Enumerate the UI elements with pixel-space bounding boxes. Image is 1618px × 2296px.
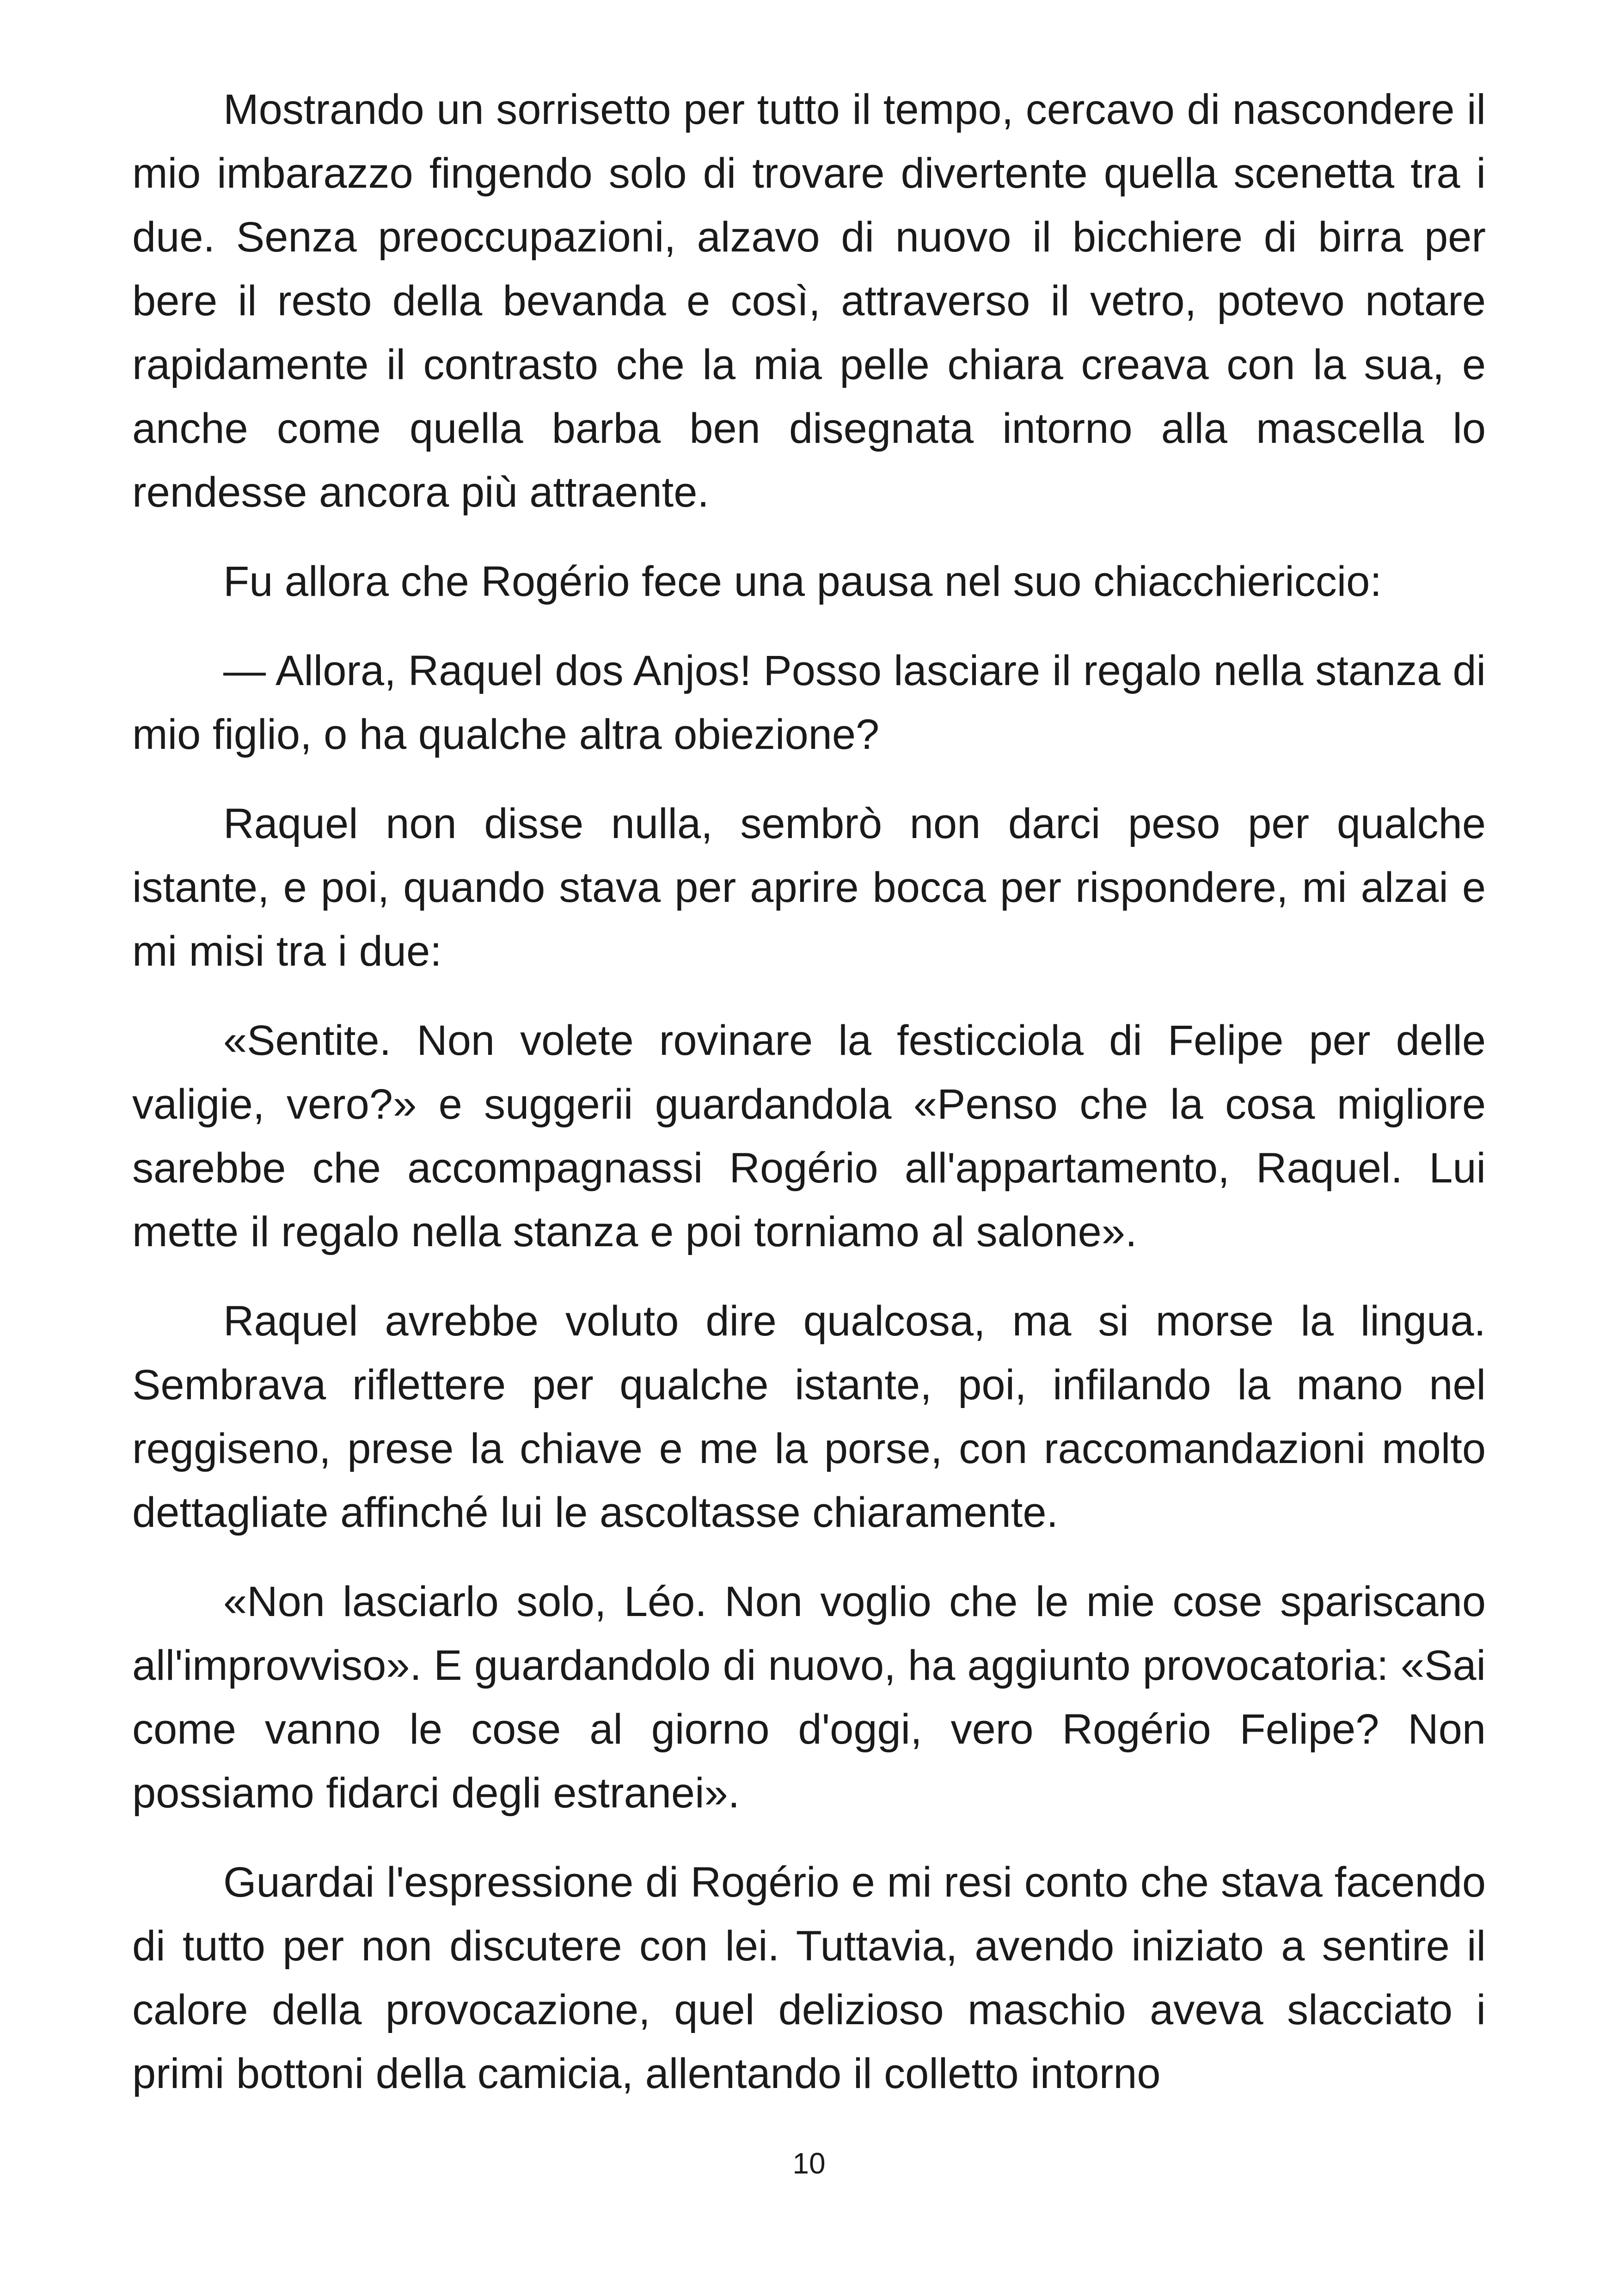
paragraph: «Non lasciarlo solo, Léo. Non voglio che le mie cose spariscano all'improvviso». E guardandolo di nuovo, ha aggiunto provocatoria: «Sai come vanno le cose al giorno d'oggi, vero Rogério Felipe? Non possiamo fidarci degli estranei». bbox=[132, 1578, 1486, 1817]
paragraph: Mostrando un sorrisetto per tutto il tempo, cercavo di nascondere il mio imbarazzo fingendo solo di trovare divertente quella scenetta tra i due. Senza preoccupazioni, alzavo di nuovo il bicchiere di birra per bere il resto della bevanda e così, attraverso il vetro, potevo notare rapidamente il contrasto che la mia pelle chiara creava con la sua, e anche come quella barba ben disegnata intorno alla mascella lo rendesse ancora più attraente. bbox=[132, 86, 1486, 516]
paragraph: Fu allora che Rogério fece una pausa nel suo chiacchiericcio: bbox=[223, 558, 1382, 605]
page-number: 10 bbox=[792, 2147, 826, 2180]
paragraph: Raquel avrebbe voluto dire qualcosa, ma si morse la lingua. Sembrava riflettere per qualche istante, poi, infilando la mano nel reggiseno, prese la chiave e me la porse, con raccomandazioni molto dettagliate affinché lui le ascoltasse chiaramente. bbox=[132, 1298, 1486, 1536]
page-body bbox=[132, 78, 1486, 2131]
paragraph: Guardai l'espressione di Rogério e mi resi conto che stava facendo di tutto per non discutere con lei. Tuttavia, avendo iniziato a sentire il calore della provocazione, quel delizioso maschio aveva slacciato i primi bottoni della camicia, allentando il colletto intorno bbox=[132, 1859, 1486, 2097]
paragraph: «Sentite. Non volete rovinare la festicciola di Felipe per delle valigie, vero?» e suggerii guardandola «Penso che la cosa migliore sarebbe che accompagnassi Rogério all'appartamento, Raquel. Lui mette il regalo nella stanza e poi torniamo al salone». bbox=[132, 1017, 1486, 1255]
paragraph: — Allora, Raquel dos Anjos! Posso lasciare il regalo nella stanza di mio figlio, o ha qualche altra obiezione? bbox=[132, 647, 1486, 758]
paragraph: Raquel non disse nulla, sembrò non darci peso per qualche istante, e poi, quando stava per aprire bocca per rispondere, mi alzai e mi misi tra i due: bbox=[132, 800, 1486, 975]
